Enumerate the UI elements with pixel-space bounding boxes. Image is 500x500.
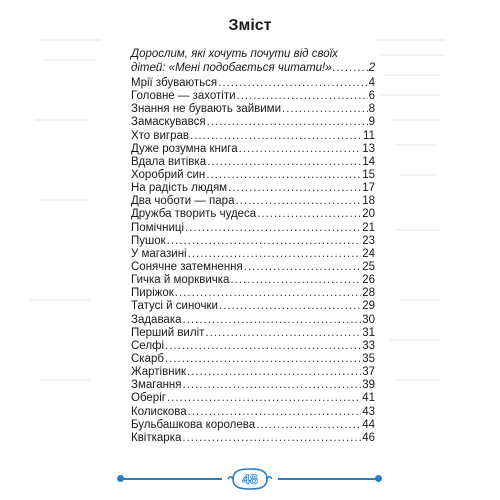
- toc-entry[interactable]: [131, 327, 375, 340]
- footer-rule: [278, 478, 378, 480]
- leader-dots: [230, 274, 361, 287]
- toc-entry-title: Замаскувався: [131, 116, 206, 129]
- toc-entry[interactable]: [131, 300, 375, 313]
- leader-dots: [207, 116, 368, 129]
- toc-page-number: 29: [362, 300, 375, 313]
- toc-entry-title: Вдала витівка: [131, 155, 207, 168]
- toc-page-number: 25: [362, 260, 375, 273]
- toc-entry[interactable]: [131, 314, 375, 327]
- toc-entry-title: Бульбашкова королева: [131, 418, 256, 431]
- toc-page-number: 15: [362, 168, 375, 181]
- toc-entry[interactable]: [131, 116, 375, 129]
- toc-entry[interactable]: [131, 406, 375, 419]
- toc-entry-title: Мрії збуваються: [131, 77, 218, 89]
- toc-entry-title: Знання не бувають зайвими: [131, 103, 281, 116]
- leader-dots: [244, 261, 361, 274]
- leader-dots: [190, 130, 362, 143]
- leader-dots: [228, 182, 361, 195]
- leader-dots: [165, 353, 361, 366]
- toc-intro-line1: Дорослим, які хочуть почути від своїх: [131, 48, 338, 60]
- toc-page-number: 9: [368, 116, 375, 129]
- toc-page-number: 46: [362, 431, 375, 444]
- toc-entry-title: Оберіг: [131, 392, 166, 405]
- toc-page-number: 21: [362, 221, 375, 234]
- page-number: 48: [242, 471, 258, 487]
- footer-ornament-dot: [375, 475, 382, 482]
- toc-page-number: 17: [362, 182, 375, 195]
- toc-entry-title: Сонячне затемнення: [131, 260, 243, 273]
- toc-page-number: 11: [363, 129, 375, 142]
- toc-entry-title: Жартівник: [131, 366, 187, 379]
- toc-entry[interactable]: [131, 208, 375, 221]
- leader-dots: [188, 406, 362, 419]
- toc-entry[interactable]: [131, 340, 375, 353]
- toc-entry[interactable]: [131, 143, 375, 156]
- toc-page-number: 33: [362, 339, 375, 352]
- toc-entry[interactable]: [131, 248, 375, 261]
- footer-rule: [121, 478, 222, 480]
- toc-entry-list: [131, 77, 375, 445]
- toc-entry-title: Пушок: [131, 234, 166, 247]
- leader-dots: [167, 392, 361, 405]
- leader-dots: [165, 340, 361, 353]
- toc-page-number: 4: [368, 77, 375, 89]
- leader-dots: [239, 143, 362, 156]
- toc-entry[interactable]: [131, 77, 375, 90]
- leader-dots: [219, 300, 361, 313]
- toc-page-number: 18: [362, 195, 375, 208]
- toc-page-number: 20: [362, 208, 375, 221]
- leader-dots: [187, 366, 361, 379]
- toc-entry[interactable]: [131, 156, 375, 169]
- toc-entry[interactable]: [131, 103, 375, 116]
- toc-page-number: 26: [362, 274, 375, 287]
- leader-dots: [282, 103, 368, 116]
- toc-entry-title: Гичка й морквичка: [131, 274, 230, 287]
- leader-dots: [257, 208, 361, 221]
- leader-dots: [207, 156, 361, 169]
- toc-entry-title: Дружба творить чудеса: [131, 208, 257, 221]
- toc-entry-title: Пиріжок: [131, 287, 174, 300]
- toc-intro-line2: дітей: «Мені подобається читати!»: [131, 62, 332, 74]
- toc-entry[interactable]: [131, 90, 375, 103]
- toc-page-number: 2: [368, 62, 375, 74]
- leader-dots: [175, 287, 361, 300]
- leader-dots: [188, 248, 362, 261]
- leader-dots: [185, 222, 361, 235]
- toc-entry[interactable]: [131, 353, 375, 366]
- toc-entry-title: Колискова: [131, 405, 187, 418]
- toc-page-number: 35: [362, 352, 375, 365]
- toc-entry[interactable]: [131, 182, 375, 195]
- toc-entry[interactable]: [131, 222, 375, 235]
- toc-entry[interactable]: [131, 392, 375, 405]
- toc-page-number: 41: [362, 392, 375, 405]
- page-title: Зміст: [228, 17, 272, 34]
- leader-dots: [218, 77, 367, 90]
- toc-page-number: 28: [362, 287, 375, 300]
- toc-entry-title: Хто виграв: [131, 129, 190, 142]
- toc-page-number: 14: [362, 155, 375, 168]
- toc-entry-title: Помічниці: [131, 221, 185, 234]
- toc-page-number: 44: [362, 418, 375, 431]
- toc-page-number: 37: [362, 366, 375, 379]
- toc-entry-title: Квіткарка: [131, 431, 182, 444]
- leader-dots: [182, 432, 361, 445]
- leader-dots: [235, 195, 361, 208]
- toc-entry-title: Два чоботи — пара: [131, 195, 235, 208]
- toc-page-number: 6: [368, 90, 375, 103]
- toc-entry-title: Скарб: [131, 352, 164, 365]
- toc-page-number: 8: [368, 103, 375, 116]
- toc-page-number: 31: [362, 326, 375, 339]
- toc-entry[interactable]: [131, 261, 375, 274]
- toc-entry-title: Селфі: [131, 339, 165, 352]
- toc-page-number: 39: [362, 379, 375, 392]
- leader-dots: [256, 419, 361, 432]
- toc-page-number: 23: [362, 234, 375, 247]
- leader-dots: [206, 169, 361, 182]
- toc-page-number: 43: [362, 405, 375, 418]
- toc-entry-title: На радість людям: [131, 182, 228, 195]
- toc-entry[interactable]: [131, 379, 375, 392]
- toc-entry[interactable]: [131, 130, 375, 143]
- toc-entry[interactable]: [131, 419, 375, 432]
- toc-intro-entry[interactable]: [131, 47, 375, 75]
- toc-page-number: 13: [362, 142, 375, 155]
- toc-entry[interactable]: [131, 274, 375, 287]
- leader-dots: [237, 90, 368, 103]
- toc-entry[interactable]: [131, 432, 375, 445]
- toc-page-number: 30: [362, 313, 375, 326]
- toc-page-number: 24: [362, 247, 375, 260]
- leader-dots: [183, 379, 362, 392]
- toc-entry[interactable]: [131, 366, 375, 379]
- leader-dots: [205, 327, 361, 340]
- toc-entry-title: Дуже розумна книга: [131, 142, 238, 155]
- leader-dots: [333, 61, 368, 75]
- toc-entry-title: Перший виліт: [131, 326, 205, 339]
- leader-dots: [167, 235, 362, 248]
- toc-entry-title: Татусі й синочки: [131, 300, 218, 313]
- toc-entry-title: Задавака: [131, 313, 182, 326]
- toc-entry[interactable]: [131, 169, 375, 182]
- toc-entry-title: Головне — захотіти: [131, 90, 236, 103]
- table-of-contents: [131, 47, 375, 445]
- toc-entry-title: Хоробрий син: [131, 168, 206, 181]
- leader-dots: [183, 314, 362, 327]
- toc-entry-title: Змагання: [131, 379, 182, 392]
- toc-entry[interactable]: [131, 195, 375, 208]
- toc-entry[interactable]: [131, 287, 375, 300]
- toc-entry-title: У магазині: [131, 247, 187, 260]
- toc-entry[interactable]: [131, 235, 375, 248]
